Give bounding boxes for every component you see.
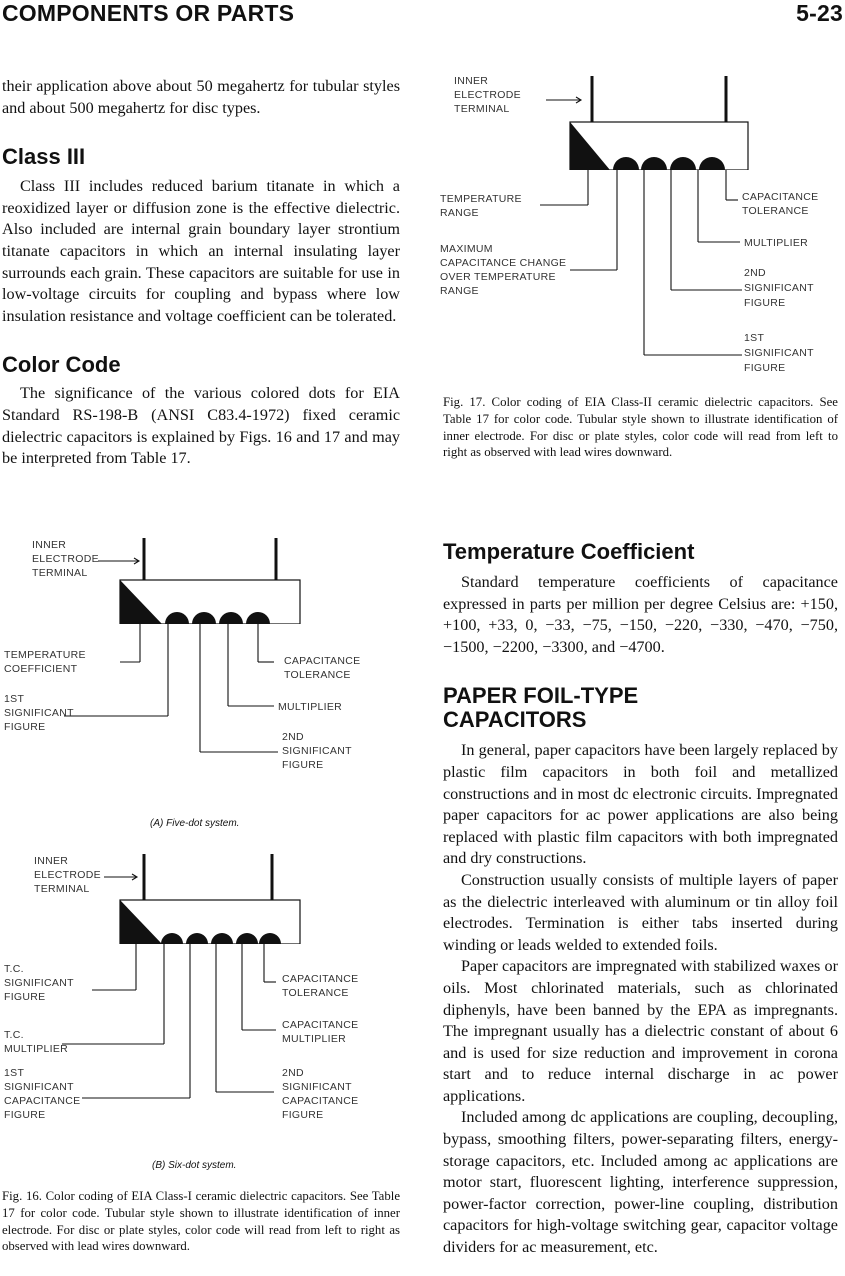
running-header: COMPONENTS OR PARTS <box>2 0 295 26</box>
fig16a-label-2nd: 2ND <box>282 731 304 743</box>
fig16b-label-tc: T.C. <box>4 963 24 975</box>
right-column-text <box>443 540 838 1259</box>
paper-heading-line1: PAPER FOIL-TYPE <box>443 683 639 709</box>
fig16a-label-temp2: COEFFICIENT <box>4 663 78 675</box>
fig17-label-1st-fig: FIGURE <box>744 362 786 374</box>
fig16a-label-2nd-sig: SIGNIFICANT <box>282 745 352 757</box>
fig16b-label-2nd: 2ND <box>282 1067 304 1079</box>
fig16a-label-multiplier: MULTIPLIER <box>278 701 343 713</box>
fig17-label-multiplier: MULTIPLIER <box>744 237 809 249</box>
fig16a-label-2nd-fig: FIGURE <box>282 759 324 771</box>
fig17-caption: Fig. 17. Color coding of EIA Class-II ceramic dielectric capacitors. See Table 17 for color code. Tubular style shown to illustrate identification of inner electrode. For disc or plate styles, color code will read from left to right as observed with lead wires downward. <box>443 395 838 460</box>
fig16b-label-capmult2: MULTIPLIER <box>282 1033 347 1045</box>
fig16b-label-tcm-mult: MULTIPLIER <box>4 1043 69 1055</box>
fig16b-label-captol2: TOLERANCE <box>282 987 349 999</box>
fig16b-label-terminal: TERMINAL <box>34 883 90 895</box>
fig17-label-temp1: TEMPERATURE <box>440 193 522 205</box>
paper-paragraph-2: Construction usually consists of multiple layers of paper as the dielectric interleaved with aluminum or tin alloy foil electrodes. Termination is either tabs inserted during winding or leads welded to extended foils. <box>443 870 838 954</box>
color-code-paragraph: The significance of the various colored dots for EIA Standard RS-198-B (ANSI C83.4-1972) fixed ceramic dielectric capacitors is explained by Figs. 16 and 17 and may be interpreted from Table 17. <box>2 384 400 468</box>
paper-paragraph-3: Paper capacitors are impregnated with stabilized waxes or oils. Most chlorinated materials, such as chlorinated diphenyls, have been banned by the EPA as impregnants. The impregnant usually has a dielectric constant of about 6 and is used for size reduction and improvement in corona start and to reduce internal discharge in ac power applications. <box>443 957 838 1105</box>
fig16b-label-1st-cap: CAPACITANCE <box>4 1095 81 1107</box>
fig17-electrode-marker <box>570 122 610 170</box>
fig16a-label-captol1: CAPACITANCE <box>284 655 361 667</box>
fig16-caption: Fig. 16. Color coding of EIA Class-I ceramic dielectric capacitors. See Table 17 for color code. Tubular style shown to illustrate identification of inner electrode. For disc or plate styles, color code will read from left to right as observed with lead wires downward. <box>2 1189 400 1254</box>
fig16b-label-2nd-fig: FIGURE <box>282 1109 324 1121</box>
fig17-label-temp2: RANGE <box>440 207 479 219</box>
fig17-label-2nd-fig: FIGURE <box>744 297 786 309</box>
fig16b-label-tcm: T.C. <box>4 1029 24 1041</box>
fig16a-electrode-marker <box>120 580 162 624</box>
color-code-heading: Color Code <box>2 352 121 378</box>
fig16a-label-captol2: TOLERANCE <box>284 669 351 681</box>
paper-paragraph-4: Included among dc applications are coupling, decoupling, bypass, smoothing filters, power-separating filters, energy-storage capacitors, etc. Included among ac applications are motor start, fluorescent lighting, interference suppression, power-factor correction, power-line coupling, distribution capacitors for high-voltage switching gear, capacitor voltage dividers for ac measurement, etc. <box>443 1108 838 1257</box>
fig16a-label-1st-fig: FIGURE <box>4 721 46 733</box>
fig17-diagram <box>440 70 840 390</box>
fig16a-subcaption: (A) Five-dot system. <box>150 818 240 829</box>
fig16a-label-electrode: ELECTRODE <box>32 553 99 565</box>
fig16b-label-inner: INNER <box>34 855 69 867</box>
class3-heading: Class III <box>2 144 86 170</box>
fig17-label-captol2: TOLERANCE <box>742 205 809 217</box>
fig16a-label-terminal: TERMINAL <box>32 567 88 579</box>
fig17-label-terminal: TERMINAL <box>454 103 510 115</box>
fig16b-label-2nd-sig: SIGNIFICANT <box>282 1081 352 1093</box>
fig16b-label-capmult1: CAPACITANCE <box>282 1019 359 1031</box>
fig16a-diagram <box>2 530 402 785</box>
fig17-label-max1: MAXIMUM <box>440 243 493 255</box>
fig17-label-1st: 1ST <box>744 332 765 344</box>
paper-paragraph-1: In general, paper capacitors have been largely replaced by plastic film capacitors in both foil and metallized constructions and in most dc electronic circuits. Impregnated paper capacitors for ac power applications are also being replaced with plastic film capacitors with both impregnated and dry constructions. <box>443 741 838 868</box>
fig16b-label-2nd-cap: CAPACITANCE <box>282 1095 359 1107</box>
fig17-label-electrode: ELECTRODE <box>454 89 521 101</box>
left-column-text <box>2 76 400 470</box>
intro-paragraph: their application above about 50 megahertz for tubular styles and about 500 megahertz for disc types. <box>2 77 400 117</box>
fig16b-label-captol1: CAPACITANCE <box>282 973 359 985</box>
fig17-label-max2: CAPACITANCE CHANGE <box>440 257 567 269</box>
fig16a-label-1st: 1ST <box>4 693 25 705</box>
paper-heading-line2: CAPACITORS <box>443 707 587 733</box>
page-number: 5-23 <box>796 0 843 26</box>
fig17-label-max3: OVER TEMPERATURE <box>440 271 556 283</box>
fig17-label-2nd: 2ND <box>744 267 766 279</box>
fig16a-label-1st-sig: SIGNIFICANT <box>4 707 74 719</box>
fig16b-label-1st-fig: FIGURE <box>4 1109 46 1121</box>
fig17-label-2nd-sig: SIGNIFICANT <box>744 282 814 294</box>
fig17-label-max4: RANGE <box>440 285 479 297</box>
fig17-label-inner: INNER <box>454 75 489 87</box>
fig16b-subcaption: (B) Six-dot system. <box>152 1160 237 1171</box>
fig16b-electrode-marker <box>120 900 162 944</box>
fig16b-label-electrode: ELECTRODE <box>34 869 101 881</box>
fig16b-label-tc-sig: SIGNIFICANT <box>4 977 74 989</box>
fig16a-label-inner: INNER <box>32 539 67 551</box>
fig16b-label-1st: 1ST <box>4 1067 25 1079</box>
fig17-label-1st-sig: SIGNIFICANT <box>744 347 814 359</box>
fig17-label-captol1: CAPACITANCE <box>742 191 819 203</box>
temp-coeff-paragraph: Standard temperature coefficients of capacitance expressed in parts per million per degree Celsius are: +150, +100, +33, 0, −33, −75, −150, −220, −330, −470, −750, −1500, −2200, −3300, and −4700. <box>443 573 838 656</box>
fig16b-label-1st-sig: SIGNIFICANT <box>4 1081 74 1093</box>
fig16b-diagram <box>2 848 402 1138</box>
temp-coeff-heading: Temperature Coefficient <box>443 539 695 564</box>
fig16b-label-tc-fig: FIGURE <box>4 991 46 1003</box>
class3-paragraph: Class III includes reduced barium titanate in which a reoxidized layer or diffusion zone is the effective dielectric. Also included are internal grain boundary layer strontium titanate capacitors in which an internal insulating layer surrounds each grain. These capacitors are suitable for use in low-voltage circuits for coupling and bypass where low insulation resistance and voltage coefficient can be tolerated. <box>2 177 400 325</box>
fig16a-label-temp1: TEMPERATURE <box>4 649 86 661</box>
